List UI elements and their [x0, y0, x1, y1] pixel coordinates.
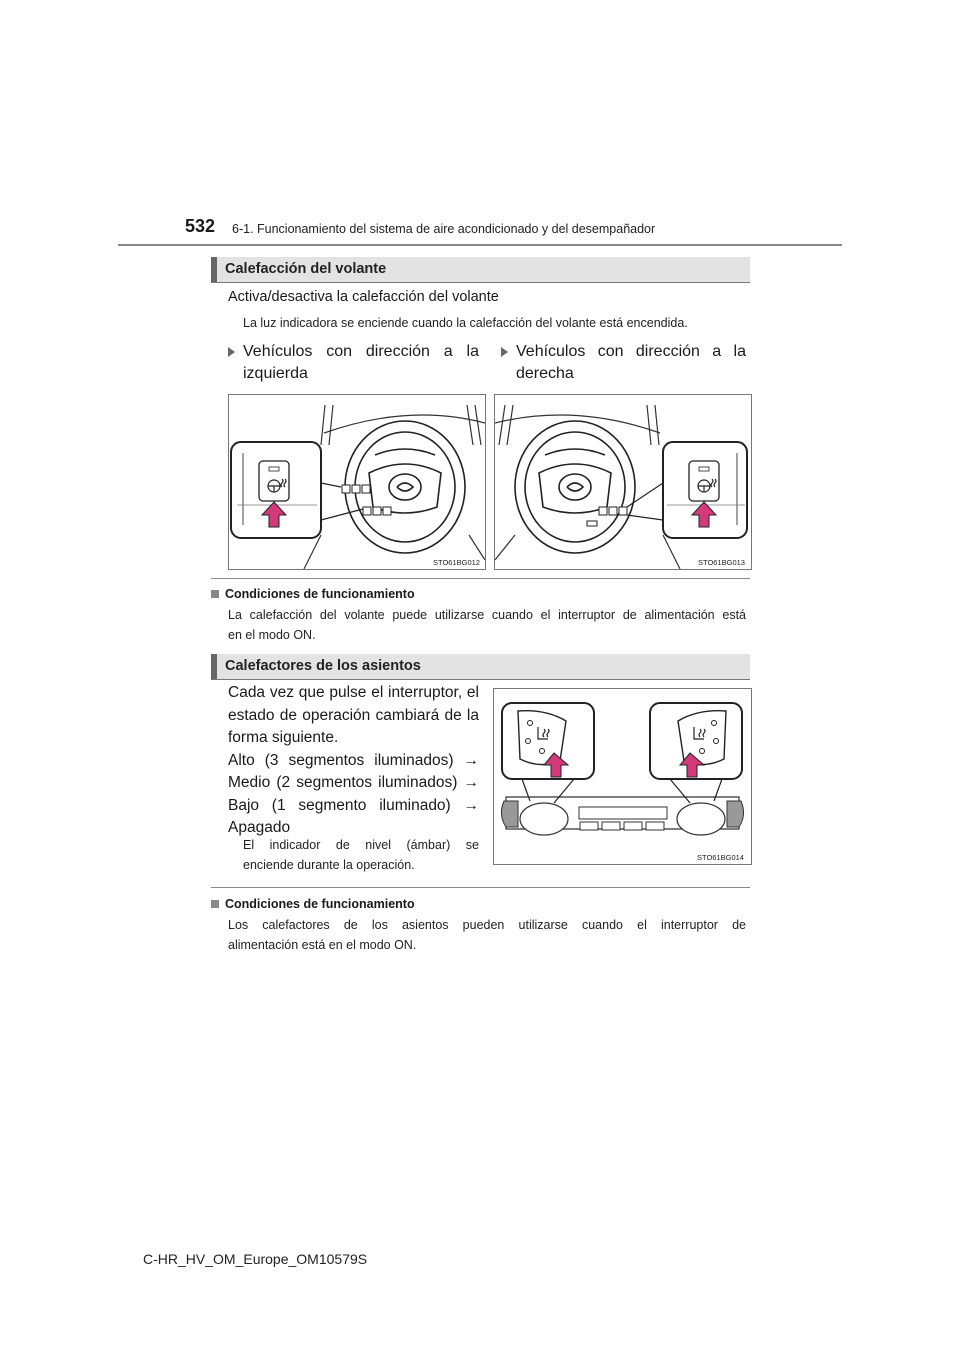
section-marker — [211, 257, 217, 282]
note-line: enciende durante la operación. — [243, 858, 415, 872]
level-indicator-note — [243, 835, 479, 875]
description-line: forma siguiente. — [228, 729, 339, 746]
description-line: Alto (3 segmentos iluminados) → — [228, 751, 479, 769]
conditions-text-line: alimentación está en el modo ON. — [228, 938, 417, 952]
document-code: C-HR_HV_OM_Europe_OM10579S — [143, 1251, 368, 1267]
variant-line: derecha — [516, 365, 574, 382]
variant-line: Vehículos con dirección a la — [516, 343, 746, 360]
bullet-triangle-icon — [501, 347, 508, 357]
seat-heater-description — [228, 682, 479, 840]
variant-line: Vehículos con dirección a la — [243, 343, 479, 360]
description-line: Bajo (1 segmento iluminado) → — [228, 796, 479, 814]
square-bullet-icon — [211, 590, 219, 598]
section-heading-steering-heater — [211, 257, 750, 283]
figure-code: STO61BG012 — [433, 558, 480, 567]
section-title: Calefacción del volante — [225, 261, 387, 277]
figure-code: STO61BG013 — [698, 558, 745, 567]
conditions-heading — [211, 587, 415, 601]
section-heading-seat-heaters — [211, 654, 750, 680]
section-title: Calefactores de los asientos — [225, 658, 421, 674]
square-bullet-icon — [211, 900, 219, 908]
header-divider — [118, 244, 842, 246]
variant-line: izquierda — [243, 365, 308, 382]
description-line: Medio (2 segmentos iluminados) → — [228, 774, 479, 791]
conditions-title: Condiciones de funcionamiento — [225, 897, 415, 911]
description-line: Apagado — [228, 819, 291, 836]
variant-right-hand-drive — [501, 341, 746, 385]
conditions-text-line: Los calefactores de los asientos pueden utilizarse cuando el interruptor de — [228, 918, 746, 932]
note-line: El indicador de nivel (ámbar) se — [243, 838, 479, 852]
bullet-triangle-icon — [228, 347, 235, 357]
page-number: 532 — [185, 216, 216, 236]
chapter-title: 6-1. Funcionamiento del sistema de aire acondicionado y del desempañador — [232, 222, 656, 236]
conditions-text-line: en el modo ON. — [228, 628, 316, 642]
description-line: estado de operación cambiará de la — [228, 706, 479, 724]
conditions-text-line: La calefacción del volante puede utilizarse cuando el interruptor de alimentación está — [228, 608, 746, 622]
indicator-note: La luz indicadora se enciende cuando la calefacción del volante está encendida. — [243, 316, 688, 330]
section-divider — [211, 578, 750, 579]
figure-seat-heater-switches — [493, 688, 752, 865]
variant-left-hand-drive — [228, 341, 479, 385]
figure-rhd-steering-heater — [494, 394, 752, 570]
conditions-title: Condiciones de funcionamiento — [225, 587, 415, 601]
figure-lhd-steering-heater — [228, 394, 486, 570]
instruction-text: Activa/desactiva la calefacción del volante — [228, 289, 499, 305]
figure-code: STO61BG014 — [697, 853, 744, 862]
description-line: Cada vez que pulse el interruptor, el — [228, 684, 479, 701]
steering-wheel-icon — [515, 421, 635, 553]
section-marker — [211, 654, 217, 679]
conditions-heading — [211, 897, 415, 911]
section-divider — [211, 887, 750, 888]
